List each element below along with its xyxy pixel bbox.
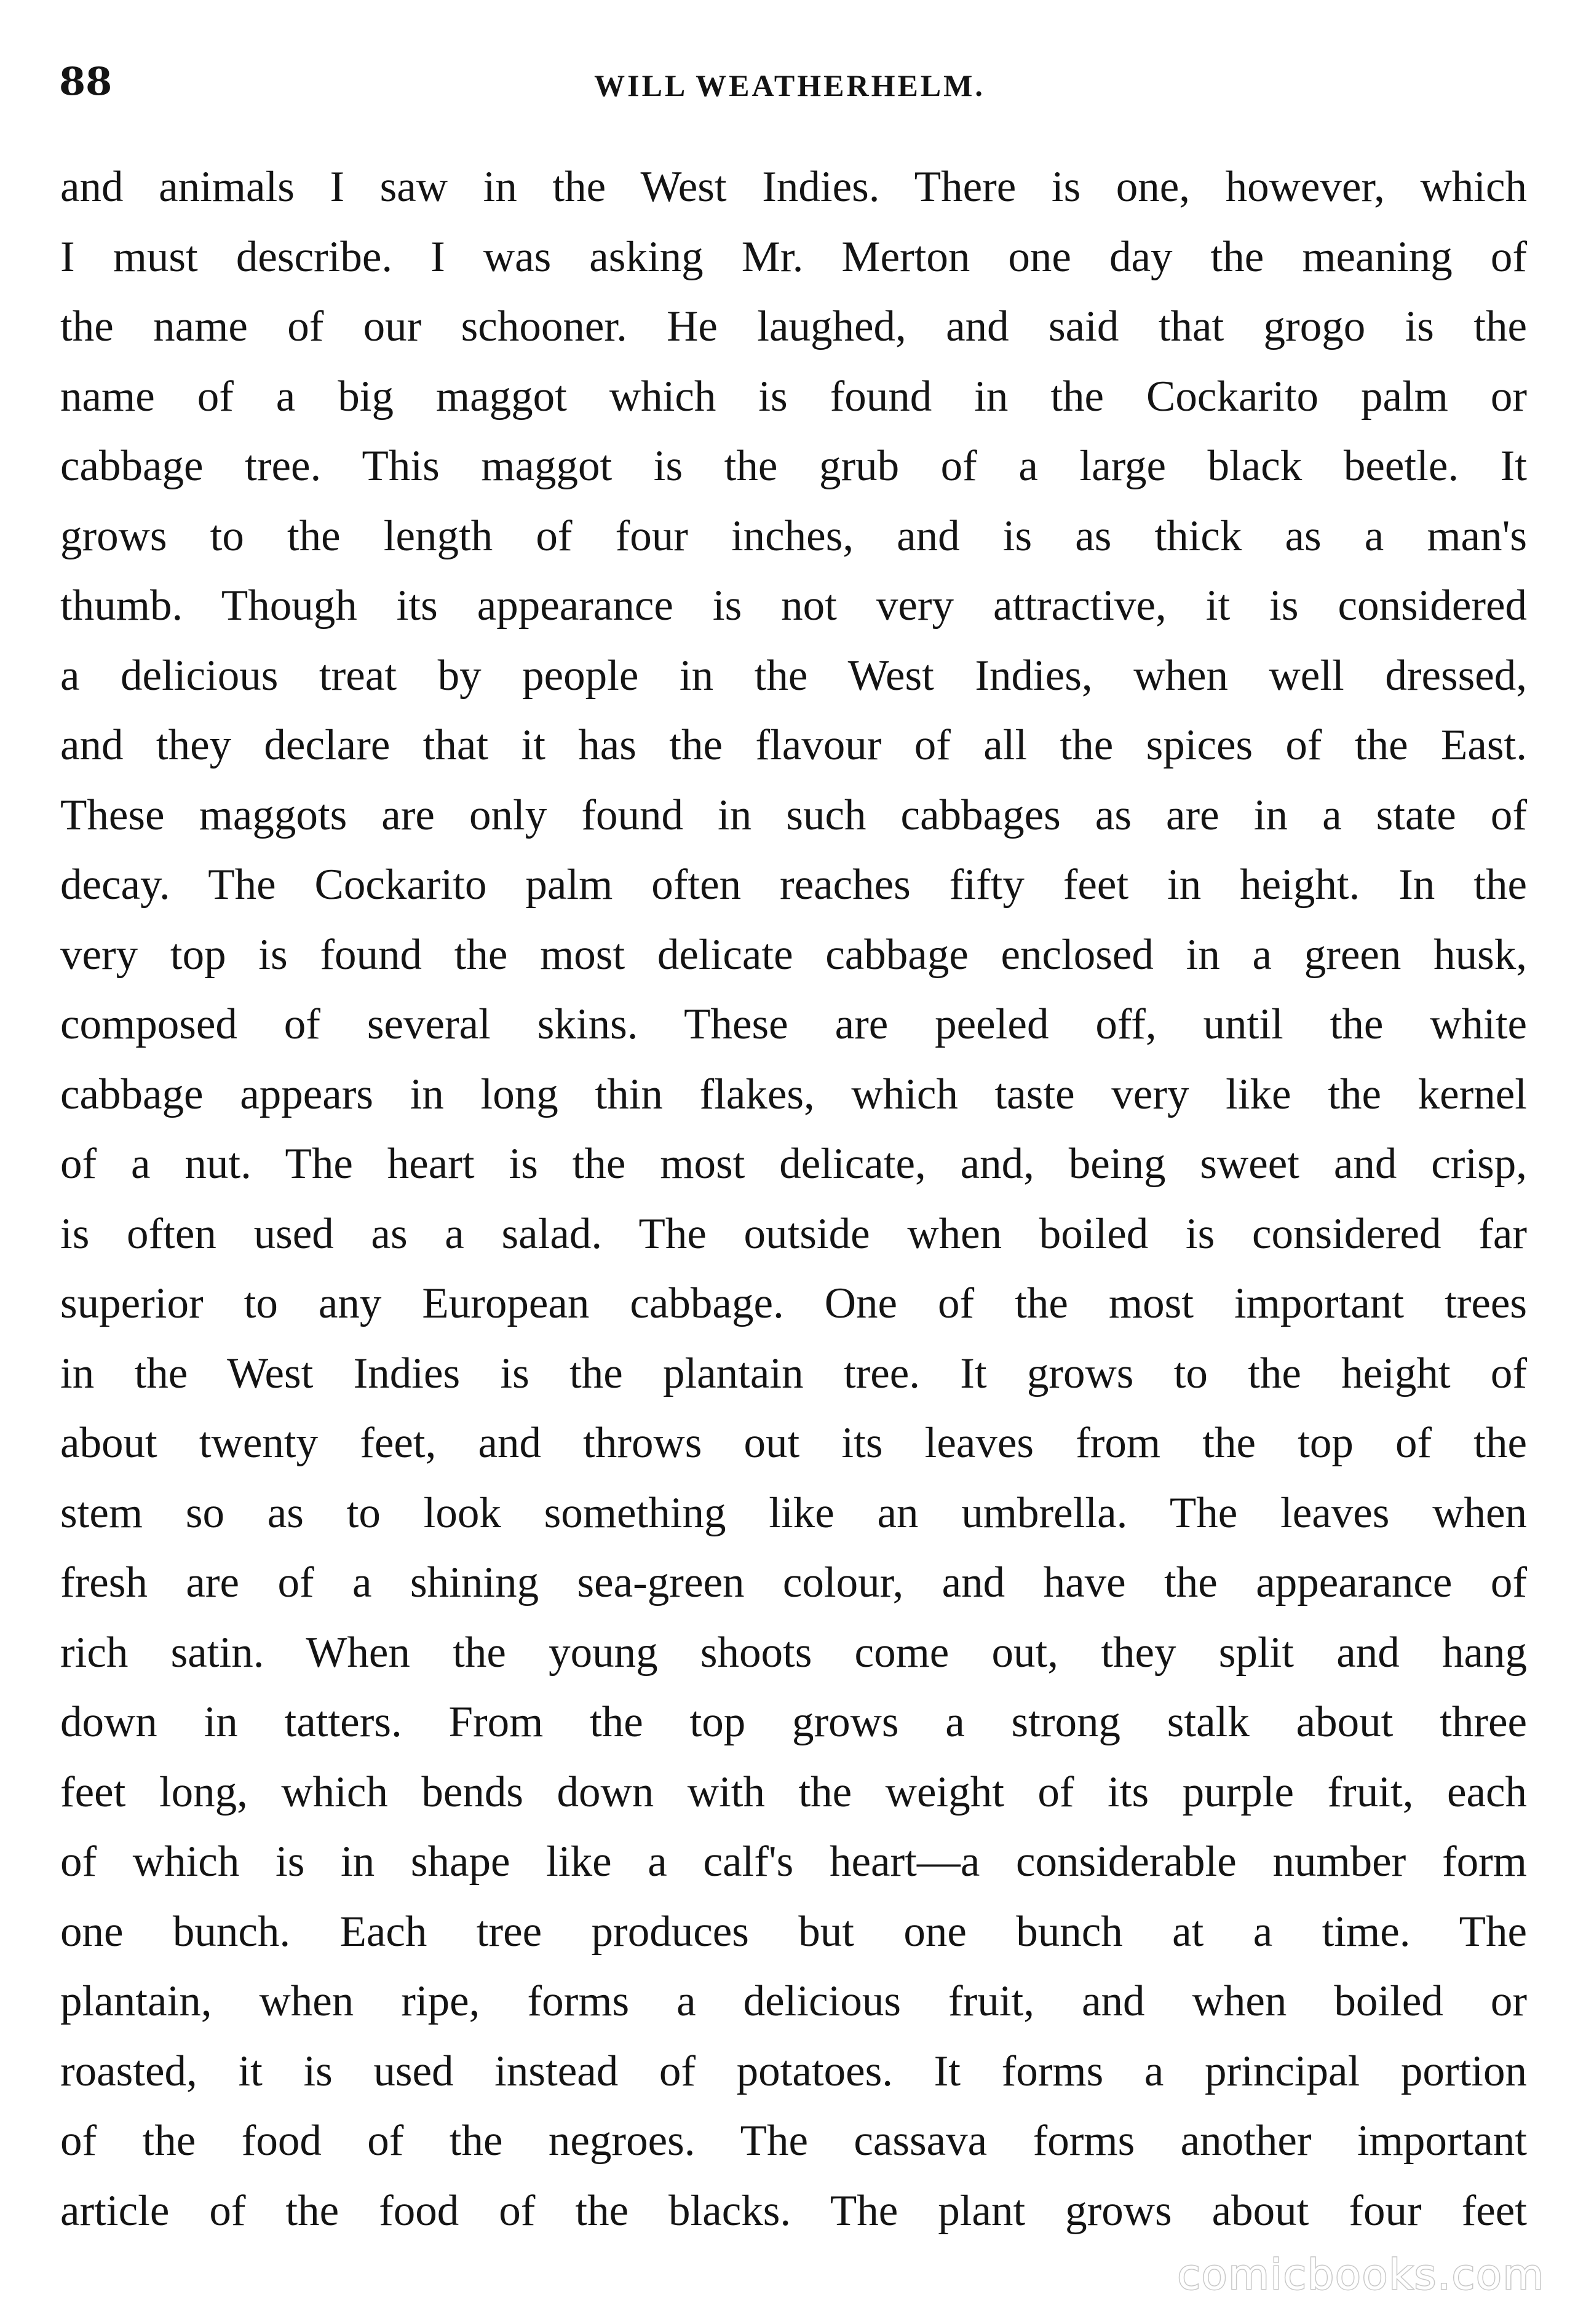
text-line: of which is in shape like a calf's heart—a considerable number form bbox=[60, 1838, 1527, 1886]
text-line: of the food of the negroes. The cassava forms another important bbox=[60, 2117, 1527, 2165]
text-line: name of a big maggot which is found in the Cockarito palm or bbox=[60, 372, 1527, 421]
text-line: fresh are of a shining sea-green colour, and have the appearance of bbox=[60, 1559, 1527, 1607]
text-line: grows to the length of four inches, and is as thick as a man's bbox=[60, 512, 1527, 560]
text-line: feet long, which bends down with the weight of its purple fruit, each bbox=[60, 1768, 1527, 1816]
text-line: thumb. Though its appearance is not very attractive, it is considered bbox=[60, 582, 1527, 630]
text-line: composed of several skins. These are peeled off, until the white bbox=[60, 1000, 1527, 1048]
text-line: the name of our schooner. He laughed, and said that grogo is the bbox=[60, 302, 1527, 350]
text-line: These maggots are only found in such cabbages as are in a state of bbox=[60, 791, 1527, 839]
text-line: stem so as to look something like an umbrella. The leaves when bbox=[60, 1488, 1527, 1537]
page-number: 88 bbox=[59, 59, 113, 104]
text-line: article of the food of the blacks. The plant grows about four feet bbox=[60, 2186, 1527, 2235]
text-line: plantain, when ripe, forms a delicious fruit, and when boiled or bbox=[60, 1977, 1527, 2025]
text-line: cabbage tree. This maggot is the grub of a large black beetle. It bbox=[60, 442, 1527, 490]
watermark: comicbooks.com bbox=[1177, 2251, 1545, 2299]
text-line: roasted, it is used instead of potatoes. It forms a principal portion bbox=[60, 2047, 1527, 2095]
text-line: in the West Indies is the plantain tree. It grows to the height of bbox=[60, 1349, 1527, 1397]
text-line: one bunch. Each tree produces but one bunch at a time. The bbox=[60, 1907, 1527, 1956]
text-line: decay. The Cockarito palm often reaches fifty feet in height. In the bbox=[60, 861, 1527, 909]
text-line: superior to any European cabbage. One of the most important trees bbox=[60, 1279, 1527, 1327]
text-line: a delicious treat by people in the West Indies, when well dressed, bbox=[60, 651, 1527, 700]
text-line: I must describe. I was asking Mr. Merton one day the meaning of bbox=[60, 232, 1527, 281]
text-line: rich satin. When the young shoots come out, they split and hang bbox=[60, 1628, 1527, 1677]
text-line: and they declare that it has the flavour of all the spices of the East. bbox=[60, 721, 1527, 769]
text-line: is often used as a salad. The outside when boiled is considered far bbox=[60, 1209, 1527, 1258]
text-line: very top is found the most delicate cabbage enclosed in a green husk, bbox=[60, 930, 1527, 979]
text-line: cabbage appears in long thin flakes, which taste very like the kernel bbox=[60, 1070, 1527, 1118]
text-line: down in tatters. From the top grows a strong stalk about three bbox=[60, 1698, 1527, 1746]
body-paragraph bbox=[60, 152, 1527, 2246]
running-title: WILL WEATHERHELM. bbox=[594, 68, 985, 103]
running-head bbox=[59, 54, 1520, 109]
text-line: and animals I saw in the West Indies. There is one, however, which bbox=[60, 163, 1527, 211]
text-line: about twenty feet, and throws out its leaves from the top of the bbox=[60, 1419, 1527, 1467]
text-line: of a nut. The heart is the most delicate, and, being sweet and crisp, bbox=[60, 1140, 1527, 1188]
